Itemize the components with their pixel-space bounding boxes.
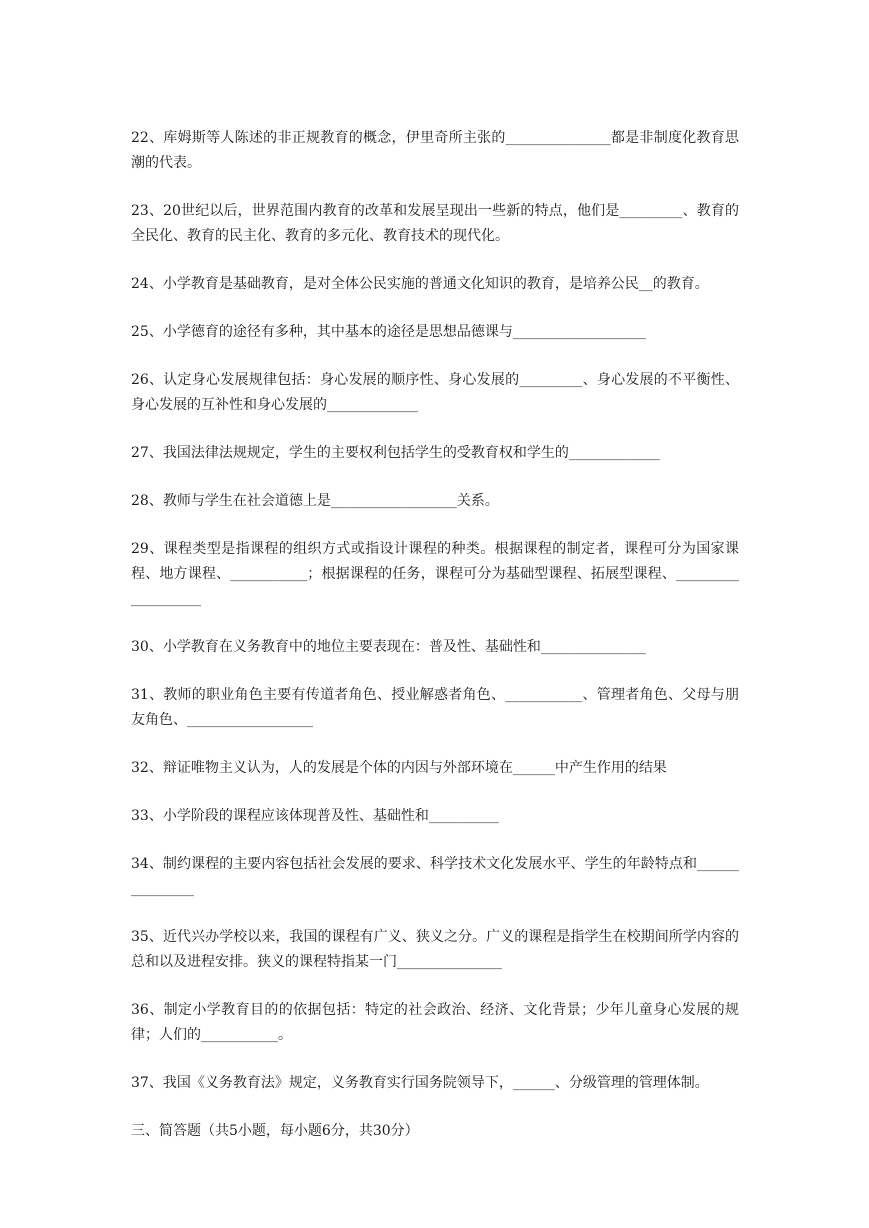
question-34: 34、制约课程的主要内容包括社会发展的要求、科学技术文化发展水平、学生的年龄特点和_______________	[131, 856, 739, 897]
question-33: 33、小学阶段的课程应该体现普及性、基础性和__________	[131, 808, 499, 824]
question-23: 23、20世纪以后，世界范围内教育的改革和发展呈现出一些新的特点，他们是_________、教育的全民化、教育的民主化、教育的多元化、教育技术的现代化。	[131, 203, 739, 244]
question-36: 36、制定小学教育目的的依据包括：特定的社会政治、经济、文化背景；少年儿童身心发展的规律；人们的___________。	[131, 1002, 739, 1043]
section-heading: 三、简答题（共5小题，每小题6分，共30分）	[131, 1123, 419, 1139]
question-37: 37、我国《义务教育法》规定，义务教育实行国务院领导下，______、分级管理的管理体制。	[131, 1075, 709, 1091]
question-22: 22、库姆斯等人陈述的非正规教育的概念，伊里奇所主张的_______________都是非制度化教育思潮的代表。	[131, 130, 739, 171]
question-32: 32、辩证唯物主义认为，人的发展是个体的内因与外部环境在______中产生作用的结果	[131, 760, 667, 776]
question-29: 29、课程类型是指课程的组织方式或指设计课程的种类。根据课程的制定者，课程可分为国家课程、地方课程、___________；根据课程的任务，课程可分为基础型课程、拓展型课程、___________________	[131, 541, 739, 607]
question-35: 35、近代兴办学校以来，我国的课程有广义、狭义之分。广义的课程是指学生在校期间所学内容的总和以及进程安排。狭义的课程特指某一门_______________	[131, 929, 739, 970]
question-list	[131, 126, 739, 1167]
question-28: 28、教师与学生在社会道德上是__________________关系。	[131, 493, 499, 509]
question-26: 26、认定身心发展规律包括：身心发展的顺序性、身心发展的_________、身心发展的不平衡性、身心发展的互补性和身心发展的_____________	[131, 372, 739, 413]
question-25: 25、小学德育的途径有多种，其中基本的途径是思想品德课与___________________	[131, 324, 646, 340]
question-30: 30、小学教育在义务教育中的地位主要表现在：普及性、基础性和_______________	[131, 639, 646, 655]
question-24: 24、小学教育是基础教育，是对全体公民实施的普通文化知识的教育，是培养公民__的教育。	[131, 276, 709, 292]
question-31: 31、教师的职业角色主要有传道者角色、授业解惑者角色、___________、管理者角色、父母与朋友角色、__________________	[131, 687, 739, 728]
question-27: 27、我国法律法规规定，学生的主要权利包括学生的受教育权和学生的_____________	[131, 445, 660, 461]
